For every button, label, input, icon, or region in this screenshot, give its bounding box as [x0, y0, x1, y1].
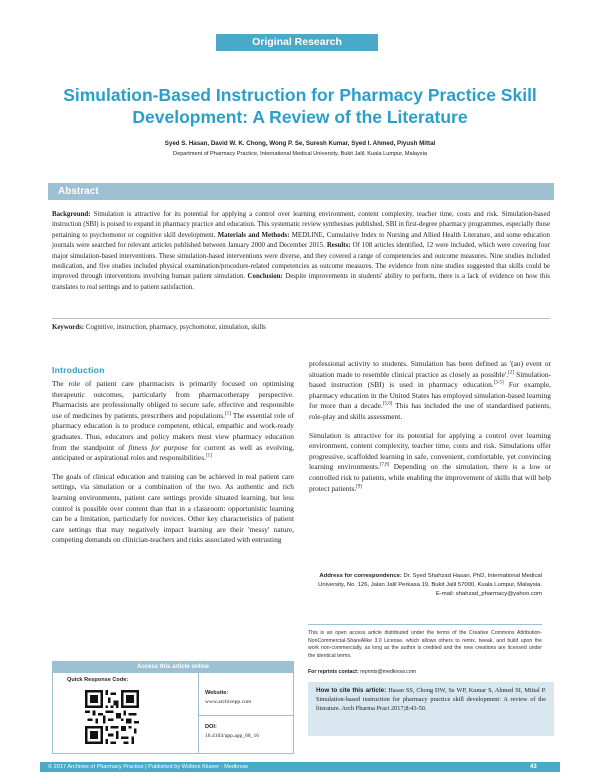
methods-label: Materials and Methods:: [217, 231, 290, 239]
qr-code-icon[interactable]: [85, 690, 139, 744]
abstract-heading: Abstract: [58, 186, 99, 197]
intro-text: The role of patient care pharmacists is primarily focused on optimising therapeutic outcomes, particularly from pharmacotherapy perspective. Pharmacists are professionally obliged to secure safe, effective and responsible use of medicines by patients, prescribers and populations.: [52, 379, 294, 420]
background-text: Simulation is attractive for its potential for applying a control over learning environment, content complexity, teacher time, costs and risk. Simulation-based instruction (SBI) is poised to expand in pharmacy practice and education. This systematic review synthesises published, SBI in first-degree pharmacy programmes, especially those pertaining to psychomotor or cognitive skill development.: [52, 211, 550, 239]
reprints-label: For reprints contact:: [308, 669, 359, 675]
access-heading: Access this article online: [53, 662, 293, 673]
citation-ref[interactable]: [1]: [205, 453, 212, 459]
conclusion-label: Conclusion:: [247, 273, 283, 281]
citation-ref[interactable]: [7,8]: [379, 462, 390, 468]
correspondence-email[interactable]: E-mail: shahzad_pharmacy@yahoo.com: [435, 590, 542, 597]
how-to-cite-box: [308, 682, 554, 736]
correspondence-divider: [308, 624, 542, 625]
access-divider: [198, 673, 199, 754]
body-column-left: [52, 379, 294, 554]
conclusion-text: Despite improvements in students' ability to perform, there is a lack of evidence on how this translates to real settings and to patient satisfaction.: [52, 273, 550, 291]
website-label: Website:: [205, 690, 229, 696]
intro-text: for current as well as evolving, anticipated or aspirational roles and responsibilities.: [52, 442, 294, 463]
keywords-divider: [52, 318, 550, 319]
abstract-body: [52, 210, 550, 293]
methods-text: MEDLINE, Cumulative Index to Nursing and Allied Health Literature, and some education journals were searched for relevant articles published between January 2000 and December 2015.: [52, 231, 550, 250]
citation-ref[interactable]: [3-5]: [493, 380, 504, 386]
body-column-right: [309, 359, 551, 502]
keywords-text: Cognitive, instruction, pharmacy, psychomotor, simulation, skills: [85, 324, 266, 331]
introduction-heading: Introduction: [52, 365, 105, 375]
intro-text: Simulation-based instruction (SBI) is used in pharmacy education.: [309, 369, 551, 390]
reprints-email[interactable]: reprints@medknow.com: [360, 669, 416, 675]
intro-text: The essential role of pharmacy education is to produce competent, ethical, empathic and work-ready graduates. Thus, educators and policy makers must view pharmacy education from the standpoint of: [52, 410, 295, 452]
results-text: Of 108 articles identified, 12 were included, which were covering four major simulation-based interventions. These simulation-based interventions were diverse, and they covered a range of competencies and outcome measures. Nine studies included medication, and five studies included physical examination/procedure-related competencies as outcome measures. The evidence from nine studies suggested that skills could be improved through interventions involving human patient simulation.: [52, 242, 550, 281]
paragraph: [309, 359, 551, 423]
intro-text: Simulation is attractive for its potential for applying a control over learning environment, content complexity, teacher time, costs and risk. Simulations offer progressive, scaffolded learning in safe, convenient, comfortable, yet convincing learning environments.: [309, 430, 551, 472]
cite-label: How to cite this article:: [316, 687, 387, 694]
access-row-divider: [198, 715, 294, 716]
paragraph: [52, 379, 294, 464]
footer-copyright: © 2017 Archives of Pharmacy Practice | Published by Wolters Kluwer - Medknow: [48, 764, 249, 770]
website-link[interactable]: www.archivepp.com: [205, 699, 252, 705]
section-label: Original Research: [216, 34, 378, 51]
author-affiliation: Department of Pharmacy Practice, International Medical University, Bukit Jalil, Kuala Lumpur, Malaysia: [173, 151, 427, 157]
doi-label: DOI:: [205, 724, 217, 730]
background-label: Background:: [52, 211, 91, 218]
correspondence-label: Address for correspondence:: [319, 573, 402, 579]
access-article-box: [52, 661, 294, 754]
author-list: Syed S. Hasan, David W. K. Chong, Wong P. Se, Suresh Kumar, Syed I. Ahmed, Piyush Mittal: [164, 140, 436, 147]
correspondence-text: Dr. Syed Shahzad Hasan, PhD, International Medical University, No. 126, Jalan Jalil Perkasa 19, Bukit Jalil 57000, Kuala Lumpur, Malaysia.: [318, 573, 542, 588]
keywords: [52, 323, 550, 333]
qr-label: Quick Response Code:: [67, 677, 129, 683]
citation-ref[interactable]: [5,6]: [382, 401, 393, 407]
citation-ref[interactable]: [2]: [508, 370, 514, 376]
intro-text: This has included the use of standardised patients, role-play and skills assessment.: [309, 401, 551, 421]
paragraph: [309, 431, 551, 495]
citation-ref[interactable]: [9]: [356, 484, 363, 490]
abstract-header: [48, 183, 554, 200]
cite-text: Hasan SS, Chong DW, Se WP, Kumar S, Ahmed SI, Mittal P. Simulation-based instruction for pharmacy practice skill development: A review of the literature. Arch Pharma Pract 2017;8:43-50.: [316, 687, 546, 713]
citation-ref[interactable]: [1]: [224, 411, 231, 417]
intro-text: Depending on the simulation, there is a low or controlled risk to patients, while enabling the improvement of skills that will help protect patients.: [309, 462, 551, 493]
keywords-label: Keywords:: [52, 324, 85, 331]
intro-text: professional activity to students. Simulation has been defined as '(an) event or situation made to resemble clinical practice as closely as possible'.: [309, 359, 551, 379]
correspondence-block: [308, 572, 542, 598]
article-title: Simulation-Based Instruction for Pharmacy Practice Skill Development: A Review of the Literature: [63, 85, 537, 127]
reprints-line: [308, 669, 542, 676]
results-label: Results:: [326, 242, 351, 250]
doi-link[interactable]: 10.4103/app.app_68_16: [205, 733, 260, 739]
intro-text: For example, pharmacy education in the United States has employed simulation-based learning for more than a decade.: [309, 380, 551, 411]
license-text: This is an open access article distributed under the terms of the Creative Commons Attribution-NonCommercial-ShareAlike 3.0 License, which allows others to remix, tweak, and build upon the work non-commercially, as long as the author is credited and the new creations are licensed under the identical terms.: [308, 630, 542, 659]
page-number: 43: [530, 764, 537, 770]
paragraph: The goals of clinical education and training can be achieved in real patient care settings, via simulation or a combination of the two. As authentic and rich learning environments, patient care settings provide situated learning, but less control is possible over content than that in a classroom: opportunistic learning can be a limitation, particularly for novices. Other key characteristics of patient care settings that may negatively impact learning are their 'messy' nature, competing demands on clinician-teachers and risks associated with entrusting: [52, 471, 294, 545]
emphasis: fitness for purpose: [128, 442, 188, 452]
